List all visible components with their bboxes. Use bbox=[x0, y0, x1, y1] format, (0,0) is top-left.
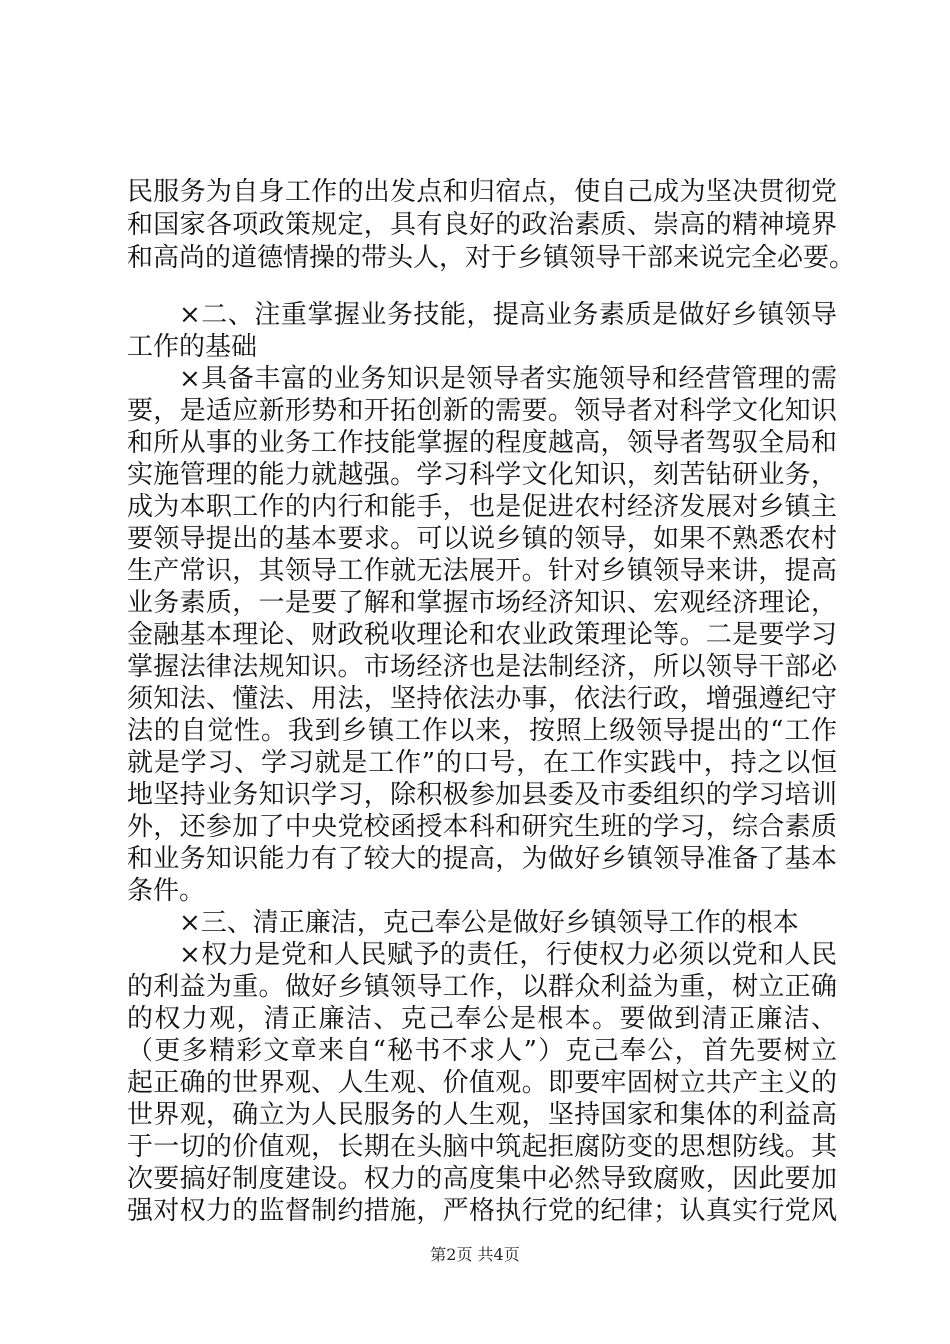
text-line: 地坚持业务知识学习，除积极参加县委及市委组织的学习培训 bbox=[127, 780, 837, 810]
text-line: 的利益为重。做好乡镇领导工作，以群众利益为重，树立正确 bbox=[127, 972, 837, 1002]
text-line: 就是学习、学习就是工作”的口号，在工作实践中，持之以恒 bbox=[127, 748, 837, 778]
text-line: ×权力是党和人民赋予的责任，行使权力必须以党和人民 bbox=[179, 940, 837, 970]
text-line: 和国家各项政策规定，具有良好的政治素质、崇高的精神境界 bbox=[127, 210, 837, 240]
text-line: 生产常识，其领导工作就无法展开。针对乡镇领导来讲，提高 bbox=[127, 556, 837, 586]
text-line: ×具备丰富的业务知识是领导者实施领导和经营管理的需 bbox=[179, 364, 837, 394]
text-line: 外，还参加了中央党校函授本科和研究生班的学习，综合素质 bbox=[127, 812, 837, 842]
text-line: 世界观，确立为人民服务的人生观，坚持国家和集体的利益高 bbox=[127, 1100, 837, 1130]
text-line: 的权力观，清正廉洁、克己奉公是根本。要做到清正廉洁、 bbox=[127, 1004, 837, 1034]
text-line: 金融基本理论、财政税收理论和农业政策理论等。二是要学习 bbox=[127, 620, 837, 650]
text-line: 和高尚的道德情操的带头人，对于乡镇领导干部来说完全必要。 bbox=[127, 243, 856, 273]
text-line: 须知法、懂法、用法，坚持依法办事，依法行政，增强遵纪守 bbox=[127, 684, 837, 714]
text-line: 业务素质，一是要了解和掌握市场经济知识、宏观经济理论， bbox=[127, 588, 837, 618]
section-heading: 工作的基础 bbox=[127, 332, 258, 362]
text-line: 和业务知识能力有了较大的提高，为做好乡镇领导准备了基本 bbox=[127, 844, 837, 874]
text-line: 起正确的世界观、人生观、价值观。即要牢固树立共产主义的 bbox=[127, 1068, 837, 1098]
text-line: 成为本职工作的内行和能手，也是促进农村经济发展对乡镇主 bbox=[127, 492, 837, 522]
text-line: 条件。 bbox=[127, 876, 206, 906]
text-line: 法的自觉性。我到乡镇工作以来，按照上级领导提出的“工作 bbox=[127, 716, 837, 746]
text-line: 要，是适应新形势和开拓创新的需要。领导者对科学文化知识 bbox=[127, 396, 837, 426]
text-line: 掌握法律法规知识。市场经济也是法制经济，所以领导干部必 bbox=[127, 652, 837, 682]
section-heading: ×三、清正廉洁，克己奉公是做好乡镇领导工作的根本 bbox=[179, 908, 799, 938]
text-line: 次要搞好制度建设。权力的高度集中必然导致腐败，因此要加 bbox=[127, 1164, 837, 1194]
text-line: （更多精彩文章来自“秘书不求人”）克己奉公，首先要树立 bbox=[127, 1036, 837, 1066]
page-number-footer: 第2页 共4页 bbox=[430, 1245, 520, 1264]
text-line: 民服务为自身工作的出发点和归宿点，使自己成为坚决贯彻党 bbox=[127, 177, 837, 207]
text-line: 实施管理的能力就越强。学习科学文化知识，刻苦钻研业务， bbox=[127, 460, 837, 490]
text-line: 强对权力的监督制约措施，严格执行党的纪律；认真实行党风 bbox=[127, 1196, 837, 1226]
text-line: 于一切的价值观，长期在头脑中筑起拒腐防变的思想防线。其 bbox=[127, 1132, 837, 1162]
text-line: 要领导提出的基本要求。可以说乡镇的领导，如果不熟悉农村 bbox=[127, 524, 837, 554]
text-line: 和所从事的业务工作技能掌握的程度越高，领导者驾驭全局和 bbox=[127, 428, 837, 458]
section-heading: ×二、注重掌握业务技能，提高业务素质是做好乡镇领导 bbox=[179, 300, 837, 330]
